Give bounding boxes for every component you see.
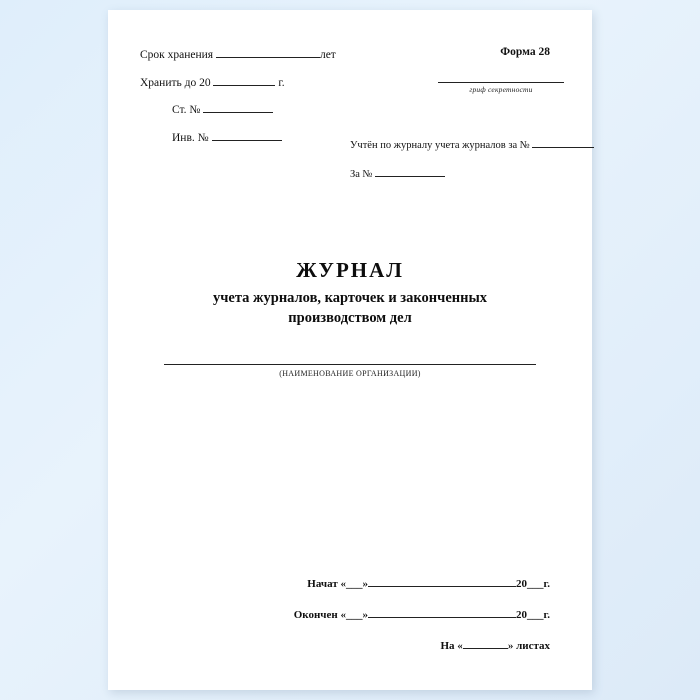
keep-until-row xyxy=(140,74,336,90)
finished-row xyxy=(294,606,550,621)
finished-label: Окончен «___» xyxy=(293,609,368,621)
secrecy-caption: гриф секретности xyxy=(469,85,533,94)
storage-term-unit: лет xyxy=(319,49,336,61)
storage-term-row xyxy=(140,46,336,62)
sheets-row xyxy=(294,637,550,652)
document-subtitle xyxy=(108,289,592,328)
started-row xyxy=(294,575,550,590)
registration-number-label: За № xyxy=(350,169,373,180)
organization-rule[interactable] xyxy=(164,364,536,365)
storage-term-blank[interactable] xyxy=(216,46,320,58)
header-left-block xyxy=(140,46,336,156)
document-subtitle-line2: производством дел xyxy=(288,309,412,326)
organization-block xyxy=(164,364,536,378)
keep-until-blank[interactable] xyxy=(213,74,275,86)
form-number: Форма 28 xyxy=(500,46,550,58)
keep-until-label: Хранить до 20 xyxy=(140,76,211,89)
sheets-blank[interactable] xyxy=(463,637,508,649)
document-title-block xyxy=(108,258,592,328)
inventory-label: Инв. № xyxy=(172,131,209,144)
secrecy-rule[interactable] xyxy=(438,82,564,83)
inventory-blank[interactable] xyxy=(212,129,282,141)
article-blank[interactable] xyxy=(203,101,273,113)
registration-journal-row xyxy=(350,136,594,151)
inventory-row xyxy=(140,129,336,145)
keep-until-suffix: г. xyxy=(278,76,285,89)
started-year: 20___г. xyxy=(515,578,550,590)
organization-caption: (НАИМЕНОВАНИЕ ОРГАНИЗАЦИИ) xyxy=(279,369,421,378)
started-label: Начат «___» xyxy=(307,578,368,590)
registration-journal-blank[interactable] xyxy=(532,136,594,148)
document-page xyxy=(108,10,592,690)
started-blank[interactable] xyxy=(368,575,516,587)
document-title: ЖУРНАЛ xyxy=(296,258,404,282)
registration-number-row xyxy=(350,165,594,180)
footer-block xyxy=(294,575,550,668)
sheets-suffix: » листах xyxy=(507,640,550,652)
document-subtitle-line1: учета журналов, карточек и законченных xyxy=(212,290,488,306)
registration-block xyxy=(350,136,594,180)
article-row xyxy=(140,101,336,117)
sheets-prefix: На « xyxy=(440,640,463,652)
secrecy-stamp-block xyxy=(438,82,564,94)
finished-year: 20___г. xyxy=(515,609,550,621)
document-content xyxy=(108,10,592,690)
registration-journal-label: Учтён по журналу учета журналов за № xyxy=(350,140,530,151)
storage-term-label: Срок хранения xyxy=(140,49,214,61)
finished-blank[interactable] xyxy=(368,606,516,618)
article-label: Ст. № xyxy=(172,104,201,116)
registration-number-blank[interactable] xyxy=(375,165,445,177)
